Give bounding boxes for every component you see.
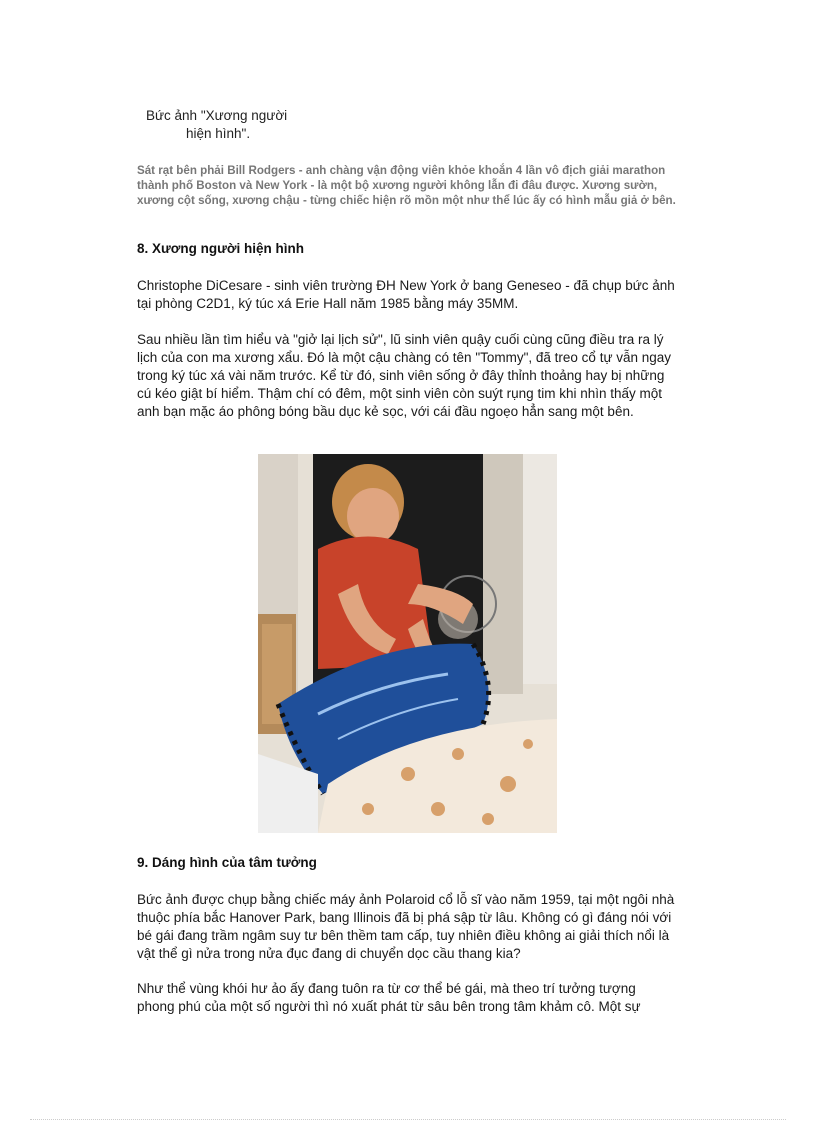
photo-caption-line1: Bức ảnh "Xương người: [146, 108, 288, 123]
section-9-heading: 9. Dáng hình của tâm tưởng: [137, 855, 317, 870]
section-8-heading: 8. Xương người hiện hình: [137, 241, 304, 256]
section-9-paragraph-2: Như thể vùng khói hư ảo ấy đang tuôn ra từ cơ thể bé gái, mà theo trí tưởng tượng phong phú của một số người thì nó xuất phát từ sâu bên trong tâm khảm cô. Một sự: [137, 981, 641, 1014]
section-9-paragraph-1: Bức ảnh được chụp bằng chiếc máy ảnh Polaroid cổ lỗ sĩ vào năm 1959, tại một ngôi nhà thuộc phía bắc Hanover Park, bang Illinois đã bị phá sập từ lâu. Không có gì đáng nói với bé gái đang trầm ngâm suy tư bên thềm tam cấp, tuy nhiên điều không ai giải thích nổi là vật thể gì nửa trong nửa đục đang di chuyển dọc cầu thang kia?: [137, 892, 675, 961]
section-8-paragraph-1: Christophe DiCesare - sinh viên trường ĐH New York ở bang Geneseo - đã chụp bức ảnh tại phòng C2D1, ký túc xá Erie Hall năm 1985 bằng máy 35MM.: [137, 278, 675, 311]
man-on-bed-photo: [258, 454, 557, 833]
photo-note: Sát rạt bên phải Bill Rodgers - anh chàng vận động viên khỏe khoắn 4 lần vô địch giải marathon thành phố Boston và New York - là một bộ xương người không lẫn đi đâu được. Xương sườn, xương cột sống, xương chậu - từng chiếc hiện rõ mồn một như thể lúc ấy có hình mẫu giả ở bên.: [137, 164, 676, 207]
photo-caption-line2: hiện hình".: [186, 126, 251, 141]
section-8-paragraph-2: Sau nhiều lần tìm hiểu và "giở lại lịch sử", lũ sinh viên quậy cuối cùng cũng điều tra ra lý lịch của con ma xương xẩu. Đó là một cậu chàng có tên "Tommy", đã treo cổ tự vẫn ngay trong ký túc xá vài năm trước. Kể từ đó, sinh viên sống ở đây thỉnh thoảng hay bị những cú kéo giật bí hiểm. Thậm chí có đêm, một sinh viên còn suýt rụng tim khi nhìn thấy một anh bạn mặc áo phông bóng bầu dục kẻ sọc, với cái đầu ngoẹo hẳn sang một bên.: [137, 332, 672, 419]
page-bottom-border: [30, 1119, 786, 1120]
